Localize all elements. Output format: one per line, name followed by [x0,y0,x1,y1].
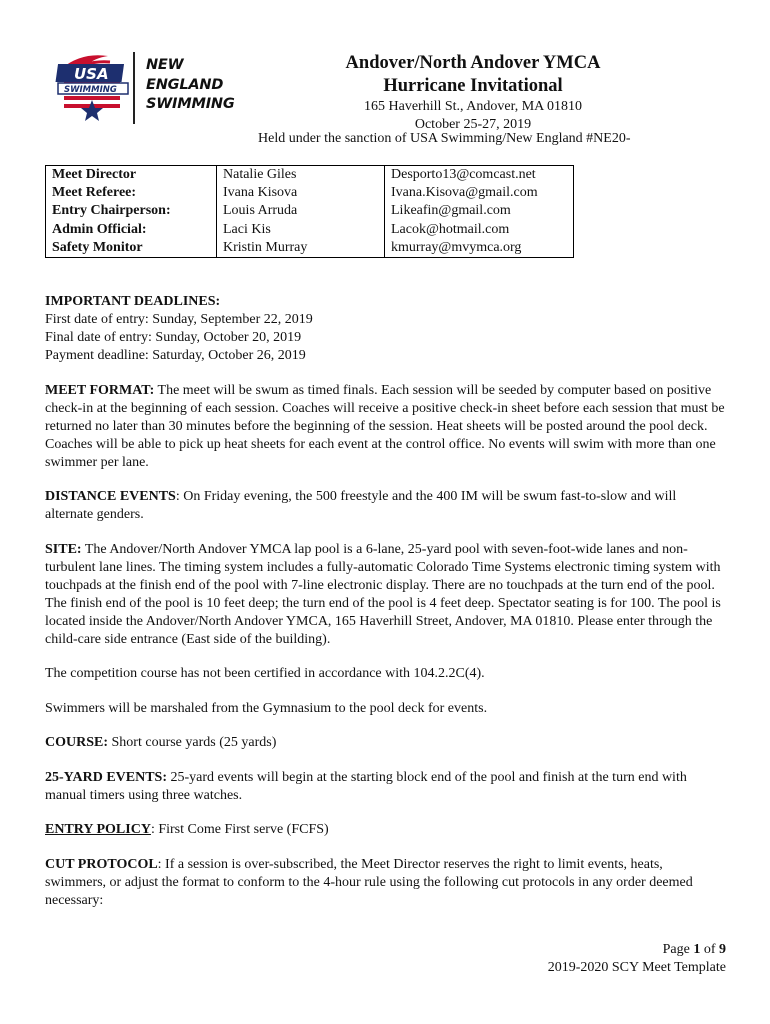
officials-roles-cell [46,166,217,258]
wordmark-line-2: ENGLAND [146,76,224,93]
wordmark-line-3: SWIMMING [146,96,235,112]
usa-swimming-emblem [52,50,134,128]
entry-policy-label: ENTRY POLICY [45,822,151,837]
first-entry-date: First date of entry: Sunday, September 22, 2019 [45,312,313,327]
cut-protocol-paragraph [45,856,727,910]
official-email: Lacok@hotmail.com [391,221,510,237]
officials-row [46,166,574,258]
course-text: Short course yards (25 yards) [108,735,277,750]
officials-table [45,165,574,258]
of-word: of [700,942,719,957]
site-text: The Andover/North Andover YMCA lap pool is a 6-lane, 25-yard pool with seven-foot-wide lanes and non-turbulent lane lines. The timing system includes a fully-automatic Colorado Time Systems electronic timing system with touchpads at the finish end of the pool with 7-line electronic display. There are no touchpads at the turn end of the pool. The finish end of the pool is 10 feet deep; the turn end of the pool is 4 feet deep. Spectator seating is for 100. The pool is located inside the Andover/North Andover YMCA, 165 Haverhill Street, Andover, MA 01810. Please enter through the child-care side entrance (East side of the building). [45,541,721,647]
new-england-swimming-wordmark [146,56,235,115]
site-paragraph [45,541,727,649]
entry-policy-paragraph [45,821,727,839]
certification-paragraph: The competition course has not been certified in accordance with 104.2.2C(4). [45,666,485,681]
distance-events-label: DISTANCE EVENTS [45,489,176,504]
entry-policy-text: : First Come First serve (FCFS) [150,822,329,837]
official-email: kmurray@mvymca.org [391,239,522,255]
total-pages: 9 [719,942,726,957]
role-label: Meet Referee: [52,185,137,201]
document-body [45,293,727,926]
payment-deadline: Payment deadline: Saturday, October 26, 2019 [45,348,306,363]
current-page: 1 [693,942,701,957]
page-footer [548,941,726,977]
meet-format-paragraph [45,382,727,472]
official-email: Ivana.Kisova@gmail.com [391,185,538,201]
meet-format-text: The meet will be swum as timed finals. Each session will be seeded by computer based on positive check-in at the beginning of each session. Coaches will receive a positive check-in sheet before each session that must be returned no later than 30 minutes before the beginning of the session. Heat sheets will be posted around the pool deck. Coaches will be able to pick up heat sheets for each event at the control office. No events will swim with more than one swimmer per lane. [45,382,725,470]
site-label: SITE: [45,541,82,557]
deadlines-heading: IMPORTANT DEADLINES: [45,294,221,309]
role-label: Entry Chairperson: [52,203,171,219]
official-name: Ivana Kisova [223,185,298,201]
marshaling-paragraph: Swimmers will be marshaled from the Gymnasium to the pool deck for events. [45,700,488,716]
final-entry-date: Final date of entry: Sunday, October 20, 2019 [45,330,302,345]
cut-protocol-label: CUT PROTOCOL [45,856,158,872]
deadlines-section [45,293,727,365]
template-name: 2019-2020 SCY Meet Template [547,960,726,975]
course-paragraph [45,734,727,752]
course-label: COURSE: [45,735,109,750]
yard25-paragraph [45,769,727,805]
page-word: Page [662,942,694,957]
swimming-text: SWIMMING [64,85,117,95]
sanction-line: Held under the sanction of USA Swimming/New England #NE20- [258,131,631,146]
role-label: Admin Official: [52,221,147,237]
usa-text: USA [74,65,109,83]
official-name: Laci Kis [223,221,271,237]
distance-events-paragraph [45,488,727,524]
official-email: Likeafin@gmail.com [391,203,511,219]
yard25-label: 25-YARD EVENTS: [45,769,168,785]
cut-protocol-text: : If a session is over-subscribed, the Meet Director reserves the right to limit events, heats, swimmers, or adjust the format to conform to the 4-hour rule using the following cut protocols in any order deemed necessary: [45,856,693,908]
officials-emails-cell [385,166,574,258]
page-number [548,941,726,959]
logo-divider [133,52,135,124]
official-name: Kristin Murray [223,239,308,255]
distance-events-text: : On Friday evening, the 500 freestyle and the 400 IM will be swum fast-to-slow and will alternate genders. [45,489,677,522]
meet-address: 165 Haverhill St., Andover, MA 01810 [364,99,582,114]
officials-names-cell [217,166,385,258]
official-email: Desporto13@comcast.net [391,167,536,182]
yard25-text: 25-yard events will begin at the starting block end of the pool and finish at the turn end with manual timers using three watches. [45,769,687,803]
meet-title-line-2: Hurricane Invitational [383,76,563,96]
wordmark-line-1: NEW [146,57,184,73]
title-block [250,52,696,133]
meet-title-line-1: Andover/North Andover YMCA [345,53,601,73]
meet-dates: October 25-27, 2019 [414,116,532,132]
role-label: Meet Director [52,167,137,182]
official-name: Natalie Giles [223,167,297,182]
meet-format-label: MEET FORMAT: [45,382,155,398]
official-name: Louis Arruda [223,203,298,219]
role-label: Safety Monitor [52,239,143,255]
